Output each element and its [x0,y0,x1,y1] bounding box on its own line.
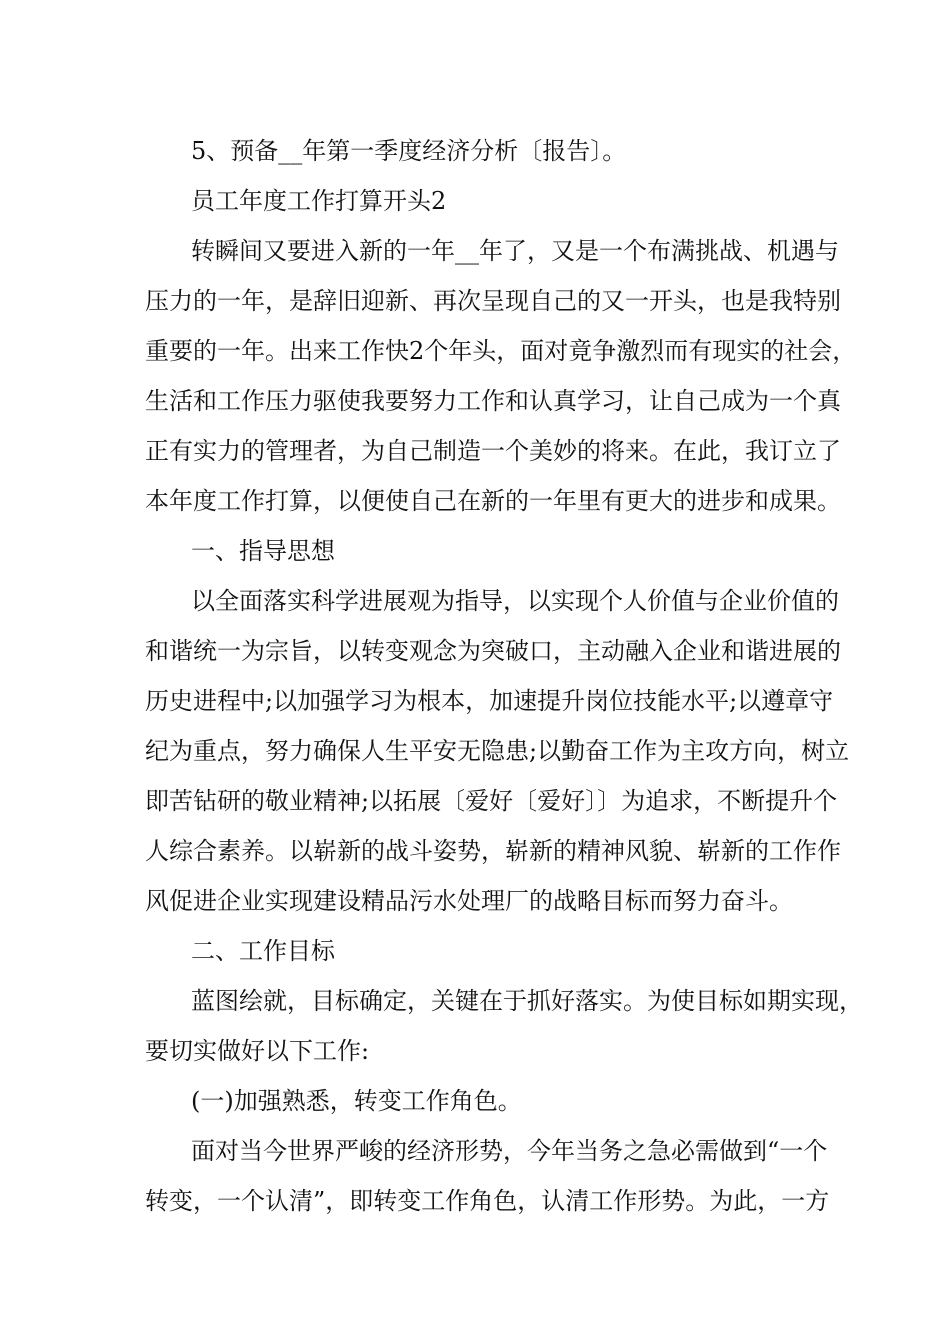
paragraph-work-goals [145,976,863,1076]
paragraph-line: 转瞬间又要进入新的一年__年了，又是一个布满挑战、机遇与 [191,237,839,265]
paragraph-line: 以全面落实科学进展观为指导，以实现个人价值与企业价值的 [191,587,839,615]
paragraph-intro [145,226,857,526]
paragraph-line: 人综合素养。以崭新的战斗姿势，崭新的精神风貌、崭新的工作作 [145,837,841,865]
heading-work-goals: 二、工作目标 [191,937,335,965]
heading-guiding-ideology: 一、指导思想 [191,537,335,565]
paragraph-guiding-ideology [145,576,850,926]
paragraph-line: 和谐统一为宗旨，以转变观念为突破口，主动融入企业和谐进展的 [145,637,841,665]
item-5-prepare-report: 5、预备__年第一季度经济分析〔报告〕。 [191,137,627,165]
subheading-role-change: (一)加强熟悉，转变工作角色。 [191,1087,522,1115]
paragraph-line: 面对当今世界严峻的经济形势，今年当务之急必需做到“一个 [191,1137,828,1165]
section-title-plan-2: 员工年度工作打算开头2 [191,187,447,215]
paragraph-line: 重要的一年。出来工作快2个年头，面对竟争激烈而有现实的社会， [145,337,857,365]
paragraph-line: 即苦钻研的敬业精神;以拓展〔爱好〔爱好〕〕为追求，不断提升个 [145,787,838,815]
paragraph-line: 蓝图绘就，目标确定，关键在于抓好落实。为使目标如期实现， [191,987,863,1015]
paragraph-line: 正有实力的管理者，为自己制造一个美妙的将来。在此，我订立了 [145,437,841,465]
paragraph-line: 风促进企业实现建设精品污水处理厂的战略目标而努力奋斗。 [145,887,793,915]
paragraph-line: 生活和工作压力驱使我要努力工作和认真学习，让自己成为一个真 [145,387,841,415]
paragraph-line: 转变，一个认清”，即转变工作角色，认清工作形势。为此，一方 [145,1187,830,1215]
paragraph-line: 压力的一年，是辞旧迎新、再次呈现自己的又一开头，也是我特别 [145,287,841,315]
paragraph-line: 要切实做好以下工作: [145,1037,370,1065]
paragraph-line: 纪为重点，努力确保人生平安无隐患;以勤奋工作为主攻方向，树立 [145,737,850,765]
document-body [145,126,863,1226]
paragraph-economic-situation [145,1126,830,1226]
paragraph-line: 本年度工作打算，以便使自己在新的一年里有更大的进步和成果。 [145,487,841,515]
paragraph-line: 历史进程中;以加强学习为根本，加速提升岗位技能水平;以遵章守 [145,687,834,715]
